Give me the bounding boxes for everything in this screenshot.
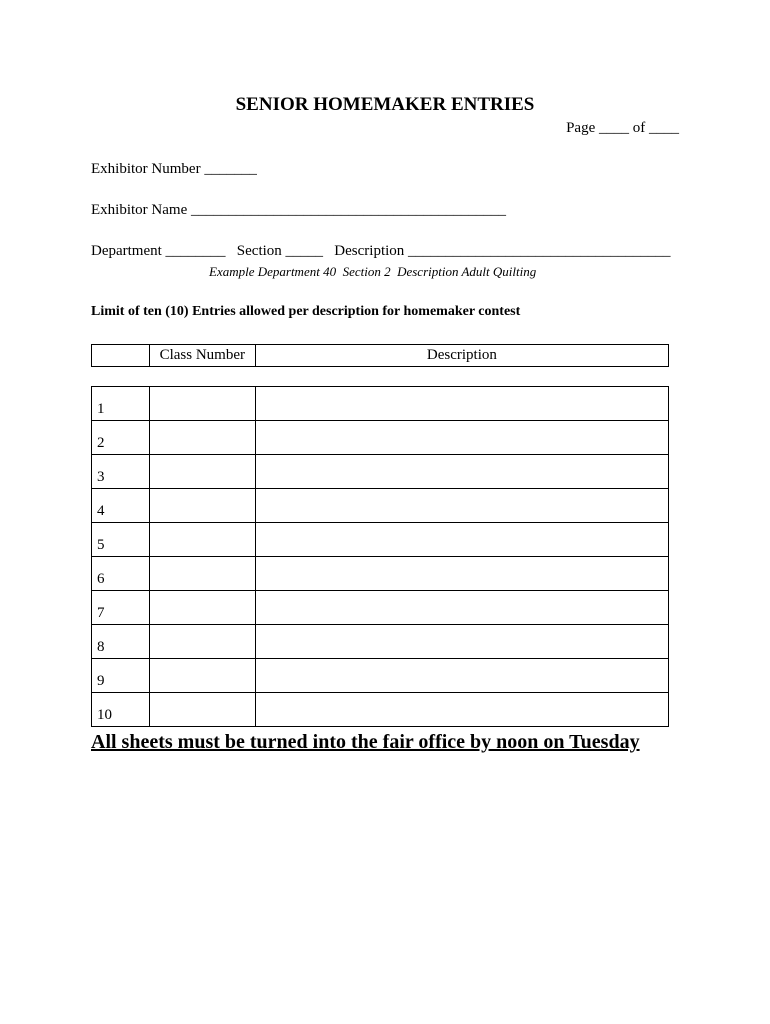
row-number: 5 <box>92 523 150 557</box>
example-text: Example Department 40 Section 2 Description Adult Quilting <box>209 264 537 279</box>
page-number-field: Page ____ of ____ <box>566 120 679 136</box>
class-number-cell[interactable] <box>149 387 255 421</box>
description-cell[interactable] <box>255 557 668 591</box>
class-number-cell[interactable] <box>149 693 255 727</box>
submission-deadline-note: All sheets must be turned into the fair office by noon on Tuesday <box>91 731 640 753</box>
table-row <box>92 421 669 455</box>
row-number: 1 <box>92 387 150 421</box>
description-cell[interactable] <box>255 693 668 727</box>
header-cell-class-number: Class Number <box>149 345 255 367</box>
entry-limit-note: Limit of ten (10) Entries allowed per description for homemaker contest <box>91 304 521 319</box>
row-number: 6 <box>92 557 150 591</box>
class-number-cell[interactable] <box>149 557 255 591</box>
table-row <box>92 591 669 625</box>
header-cell-blank <box>92 345 150 367</box>
row-number: 3 <box>92 455 150 489</box>
entries-table <box>91 386 669 727</box>
table-row <box>92 455 669 489</box>
table-row <box>92 693 669 727</box>
description-cell[interactable] <box>255 489 668 523</box>
table-row <box>92 489 669 523</box>
exhibitor-name-field: Exhibitor Name __________________________________________ <box>91 202 506 218</box>
table-row <box>92 659 669 693</box>
class-number-cell[interactable] <box>149 659 255 693</box>
description-cell[interactable] <box>255 523 668 557</box>
description-cell[interactable] <box>255 659 668 693</box>
row-number: 10 <box>92 693 150 727</box>
row-number: 8 <box>92 625 150 659</box>
row-number: 2 <box>92 421 150 455</box>
entries-header-table <box>91 344 669 367</box>
description-cell[interactable] <box>255 387 668 421</box>
table-header-row <box>92 345 669 367</box>
row-number: 4 <box>92 489 150 523</box>
department-section-description-field: Department ________ Section _____ Description ___________________________________ <box>91 243 671 259</box>
description-cell[interactable] <box>255 421 668 455</box>
table-row <box>92 557 669 591</box>
class-number-cell[interactable] <box>149 421 255 455</box>
description-cell[interactable] <box>255 591 668 625</box>
class-number-cell[interactable] <box>149 625 255 659</box>
description-cell[interactable] <box>255 625 668 659</box>
exhibitor-number-field: Exhibitor Number _______ <box>91 161 257 177</box>
table-row <box>92 523 669 557</box>
class-number-cell[interactable] <box>149 591 255 625</box>
row-number: 9 <box>92 659 150 693</box>
table-row <box>92 387 669 421</box>
class-number-cell[interactable] <box>149 455 255 489</box>
class-number-cell[interactable] <box>149 489 255 523</box>
table-row <box>92 625 669 659</box>
description-cell[interactable] <box>255 455 668 489</box>
page-title: SENIOR HOMEMAKER ENTRIES <box>235 94 535 115</box>
row-number: 7 <box>92 591 150 625</box>
header-cell-description: Description <box>255 345 668 367</box>
class-number-cell[interactable] <box>149 523 255 557</box>
